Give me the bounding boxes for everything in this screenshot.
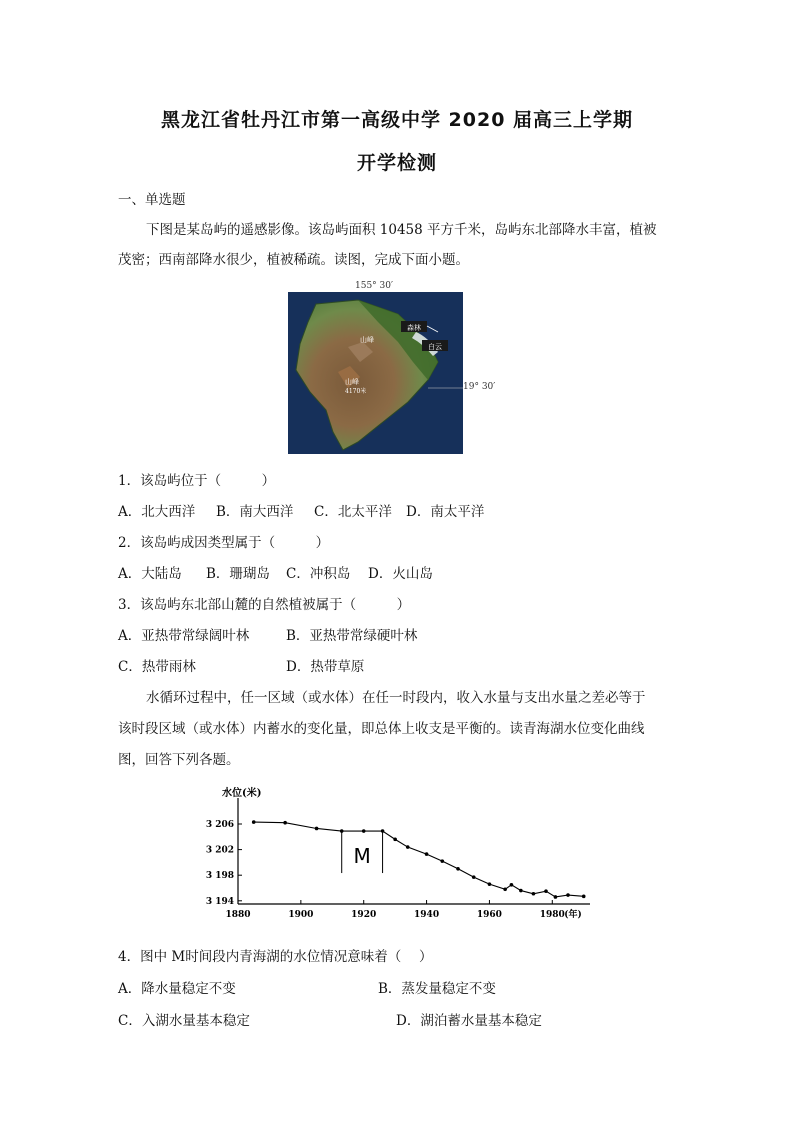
y-tick-label: 3 198 <box>205 871 234 882</box>
doc-subtitle: 开学检测 <box>356 152 437 174</box>
data-point <box>393 838 397 842</box>
cloud-label: 白云 <box>428 343 442 351</box>
peak2-elevation: 4170米 <box>345 388 367 395</box>
data-point <box>488 882 492 886</box>
y-axis-label: 水位(米) <box>222 788 262 799</box>
q4-options-row1 <box>118 977 678 997</box>
data-point <box>566 893 570 897</box>
latitude-label: 19° 30′ <box>463 382 496 392</box>
q3-option-c: C．热带雨林 <box>118 659 196 675</box>
data-point <box>554 895 558 899</box>
q4-stem: 4．图中 M时间段内青海湖的水位情况意味着（ ） <box>118 949 433 965</box>
q4-option-a: A．降水量稳定不变 <box>118 981 236 997</box>
data-point <box>510 883 514 887</box>
data-point <box>503 887 507 891</box>
data-point <box>456 867 460 871</box>
q4-option-b: B．蒸发量稳定不变 <box>378 981 496 997</box>
q2-option-d: D．火山岛 <box>368 566 433 582</box>
x-axis-label: (年) <box>564 910 582 920</box>
q1-option-b: B．南大西洋 <box>216 504 294 520</box>
data-point <box>362 829 366 833</box>
peak1-label: 山峰 <box>360 336 374 344</box>
q2-option-c: C．冲积岛 <box>286 566 351 582</box>
intro1-line1: 下图是某岛屿的遥感影像。该岛屿面积 10458 平方千米，岛屿东北部降水丰富，植被 <box>146 222 657 238</box>
x-tick-label: 1880 <box>225 910 251 920</box>
data-point <box>252 820 256 824</box>
q1-options <box>118 500 678 520</box>
y-tick-label: 3 206 <box>205 820 234 830</box>
data-point <box>425 852 429 856</box>
q3-stem: 3．该岛屿东北部山麓的自然植被属于（ ） <box>118 597 411 613</box>
q3-options-row2 <box>118 655 678 675</box>
q3-option-b: B．亚热带常绿硬叶林 <box>286 628 418 644</box>
q1-option-a: A．北大西洋 <box>118 504 196 520</box>
q3-option-d: D．热带草原 <box>286 659 365 675</box>
q2-option-a: A．大陆岛 <box>118 566 182 582</box>
x-tick-label: 1920 <box>351 910 377 920</box>
q2-options <box>118 562 678 582</box>
y-tick-label: 3 202 <box>205 845 234 856</box>
island-map-svg <box>288 292 463 454</box>
q3-options-row1 <box>118 624 678 644</box>
y-tick-label: 3 194 <box>205 896 234 907</box>
q4-options-row2 <box>118 1009 678 1029</box>
water-level-line <box>254 822 584 897</box>
q2-option-b: B．珊瑚岛 <box>206 566 270 582</box>
data-point <box>315 827 319 831</box>
q1-option-c: C．北太平洋 <box>314 504 392 520</box>
intro2-line1: 水循环过程中，任一区域（或水体）在任一时段内，收入水量与支出水量之差必等于 <box>146 690 646 706</box>
peak2-label: 山峰 <box>345 378 359 386</box>
data-point <box>472 875 476 879</box>
x-tick-label: 1980 <box>539 910 565 920</box>
data-point <box>582 895 586 899</box>
longitude-label: 155° 30′ <box>355 281 394 291</box>
data-point <box>406 845 410 849</box>
q1-option-d: D．南太平洋 <box>406 504 485 520</box>
q4-option-d: D．湖泊蓄水量基本稳定 <box>396 1013 542 1029</box>
section-heading: 一、单选题 <box>118 192 186 208</box>
data-point <box>532 892 536 896</box>
q1-stem: 1．该岛屿位于（ ） <box>118 473 276 489</box>
data-point <box>519 889 523 893</box>
x-tick-label: 1940 <box>414 910 440 920</box>
q3-option-a: A．亚热带常绿阔叶林 <box>118 628 250 644</box>
x-tick-label: 1960 <box>476 910 502 920</box>
m-annotation-label: M <box>353 844 371 869</box>
data-point <box>544 889 548 893</box>
forest-label: 森林 <box>407 324 421 332</box>
q4-option-c: C．入湖水量基本稳定 <box>118 1013 250 1029</box>
intro1-line2: 茂密；西南部降水很少，植被稀疏。读图，完成下面小题。 <box>118 252 469 268</box>
x-tick-label: 1900 <box>288 910 314 920</box>
water-level-chart-svg <box>200 780 620 930</box>
intro2-line3: 图，回答下列各题。 <box>118 752 240 768</box>
data-point <box>283 821 287 825</box>
island-satellite-image <box>288 292 463 454</box>
q2-stem: 2．该岛屿成因类型属于（ ） <box>118 535 330 551</box>
intro2-line2: 该时段区域（或水体）内蓄水的变化量，即总体上收支是平衡的。读青海湖水位变化曲线 <box>118 721 645 737</box>
data-point <box>440 859 444 863</box>
doc-title: 黑龙江省牡丹江市第一高级中学 2020 届高三上学期 <box>160 109 634 131</box>
water-level-chart <box>200 780 620 930</box>
